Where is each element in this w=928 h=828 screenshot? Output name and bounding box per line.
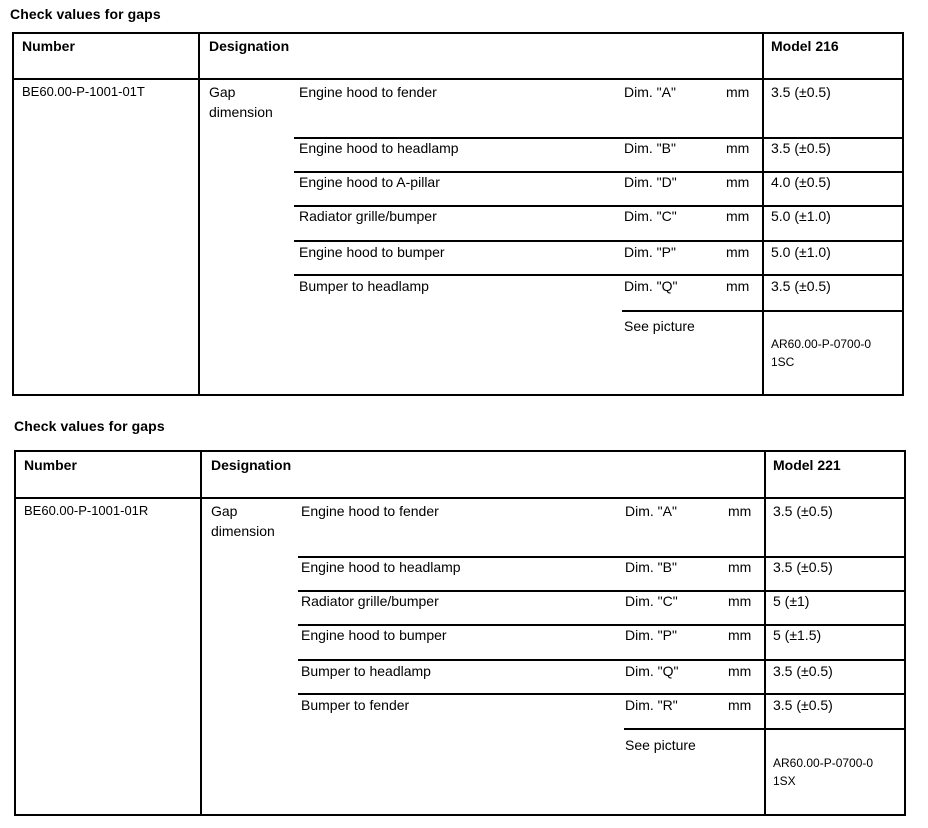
- header-number: Number: [22, 38, 75, 54]
- row-unit: mm: [726, 84, 750, 100]
- gap-label: dimension: [211, 523, 275, 539]
- picture-reference: AR60.00-P-0700-0: [773, 756, 874, 770]
- section-title: Check values for gaps: [10, 6, 161, 22]
- picture-reference: 1SC: [771, 355, 795, 369]
- row-value: 5.0 (±1.0): [771, 244, 831, 260]
- header-designation: Designation: [209, 38, 290, 54]
- row-divider: [624, 728, 904, 730]
- row-dimension: Dim. "A": [624, 84, 676, 100]
- row-designation: Bumper to headlamp: [299, 278, 429, 294]
- gap-label: Gap: [211, 503, 238, 519]
- row-designation: Bumper to headlamp: [301, 663, 431, 679]
- document-number: BE60.00-P-1001-01R: [24, 503, 149, 518]
- picture-reference: 1SX: [773, 774, 796, 788]
- row-dimension: Dim. "P": [625, 627, 677, 643]
- row-value: 3.5 (±0.5): [773, 663, 833, 679]
- column-divider: [764, 452, 766, 814]
- row-value: 3.5 (±0.5): [773, 559, 833, 575]
- row-unit: mm: [728, 663, 752, 679]
- row-dimension: Dim. "B": [625, 559, 677, 575]
- row-unit: mm: [726, 208, 750, 224]
- column-divider: [200, 452, 202, 814]
- row-unit: mm: [728, 503, 752, 519]
- header-divider: [16, 497, 904, 499]
- row-designation: Radiator grille/bumper: [299, 208, 437, 224]
- column-divider: [762, 34, 764, 394]
- row-value: 3.5 (±0.5): [771, 140, 831, 156]
- row-designation: Engine hood to headlamp: [301, 559, 461, 575]
- row-unit: mm: [726, 174, 750, 190]
- row-value: 3.5 (±0.5): [771, 278, 831, 294]
- header-model: Model 221: [773, 457, 841, 473]
- row-divider: [622, 310, 902, 312]
- row-unit: mm: [728, 559, 752, 575]
- row-unit: mm: [728, 627, 752, 643]
- row-value: 3.5 (±0.5): [771, 84, 831, 100]
- row-unit: mm: [726, 278, 750, 294]
- row-dimension: Dim. "R": [625, 697, 678, 713]
- row-dimension: Dim. "Q": [625, 663, 679, 679]
- header-designation: Designation: [211, 457, 292, 473]
- gap-label: dimension: [209, 104, 273, 120]
- row-unit: mm: [728, 697, 752, 713]
- document-number: BE60.00-P-1001-01T: [22, 84, 145, 99]
- column-divider: [198, 34, 200, 394]
- header-model: Model 216: [771, 38, 839, 54]
- row-designation: Engine hood to fender: [301, 503, 439, 519]
- picture-reference: AR60.00-P-0700-0: [771, 337, 872, 351]
- see-picture-label: See picture: [625, 737, 696, 753]
- row-designation: Engine hood to headlamp: [299, 140, 459, 156]
- row-value: 3.5 (±0.5): [773, 503, 833, 519]
- row-dimension: Dim. "B": [624, 140, 676, 156]
- section-title: Check values for gaps: [14, 418, 165, 434]
- row-designation: Bumper to fender: [301, 697, 410, 713]
- row-dimension: Dim. "C": [624, 208, 677, 224]
- row-value: 5 (±1.5): [773, 627, 822, 643]
- row-designation: Engine hood to A-pillar: [299, 174, 440, 190]
- gap-values-table-216: [12, 32, 904, 396]
- row-unit: mm: [726, 244, 750, 260]
- row-value: 5 (±1): [773, 593, 810, 609]
- row-designation: Engine hood to bumper: [299, 244, 445, 260]
- gap-values-table-221: [14, 450, 906, 816]
- row-value: 5.0 (±1.0): [771, 208, 831, 224]
- row-dimension: Dim. "P": [624, 244, 676, 260]
- row-unit: mm: [726, 140, 750, 156]
- row-designation: Radiator grille/bumper: [301, 593, 439, 609]
- row-value: 3.5 (±0.5): [773, 697, 833, 713]
- header-number: Number: [24, 457, 77, 473]
- row-designation: Engine hood to bumper: [301, 627, 447, 643]
- row-designation: Engine hood to fender: [299, 84, 437, 100]
- row-value: 4.0 (±0.5): [771, 174, 831, 190]
- header-divider: [14, 78, 902, 80]
- row-unit: mm: [728, 593, 752, 609]
- row-dimension: Dim. "C": [625, 593, 678, 609]
- row-dimension: Dim. "D": [624, 174, 677, 190]
- row-dimension: Dim. "Q": [624, 278, 678, 294]
- gap-label: Gap: [209, 84, 236, 100]
- row-dimension: Dim. "A": [625, 503, 677, 519]
- see-picture-label: See picture: [624, 318, 695, 334]
